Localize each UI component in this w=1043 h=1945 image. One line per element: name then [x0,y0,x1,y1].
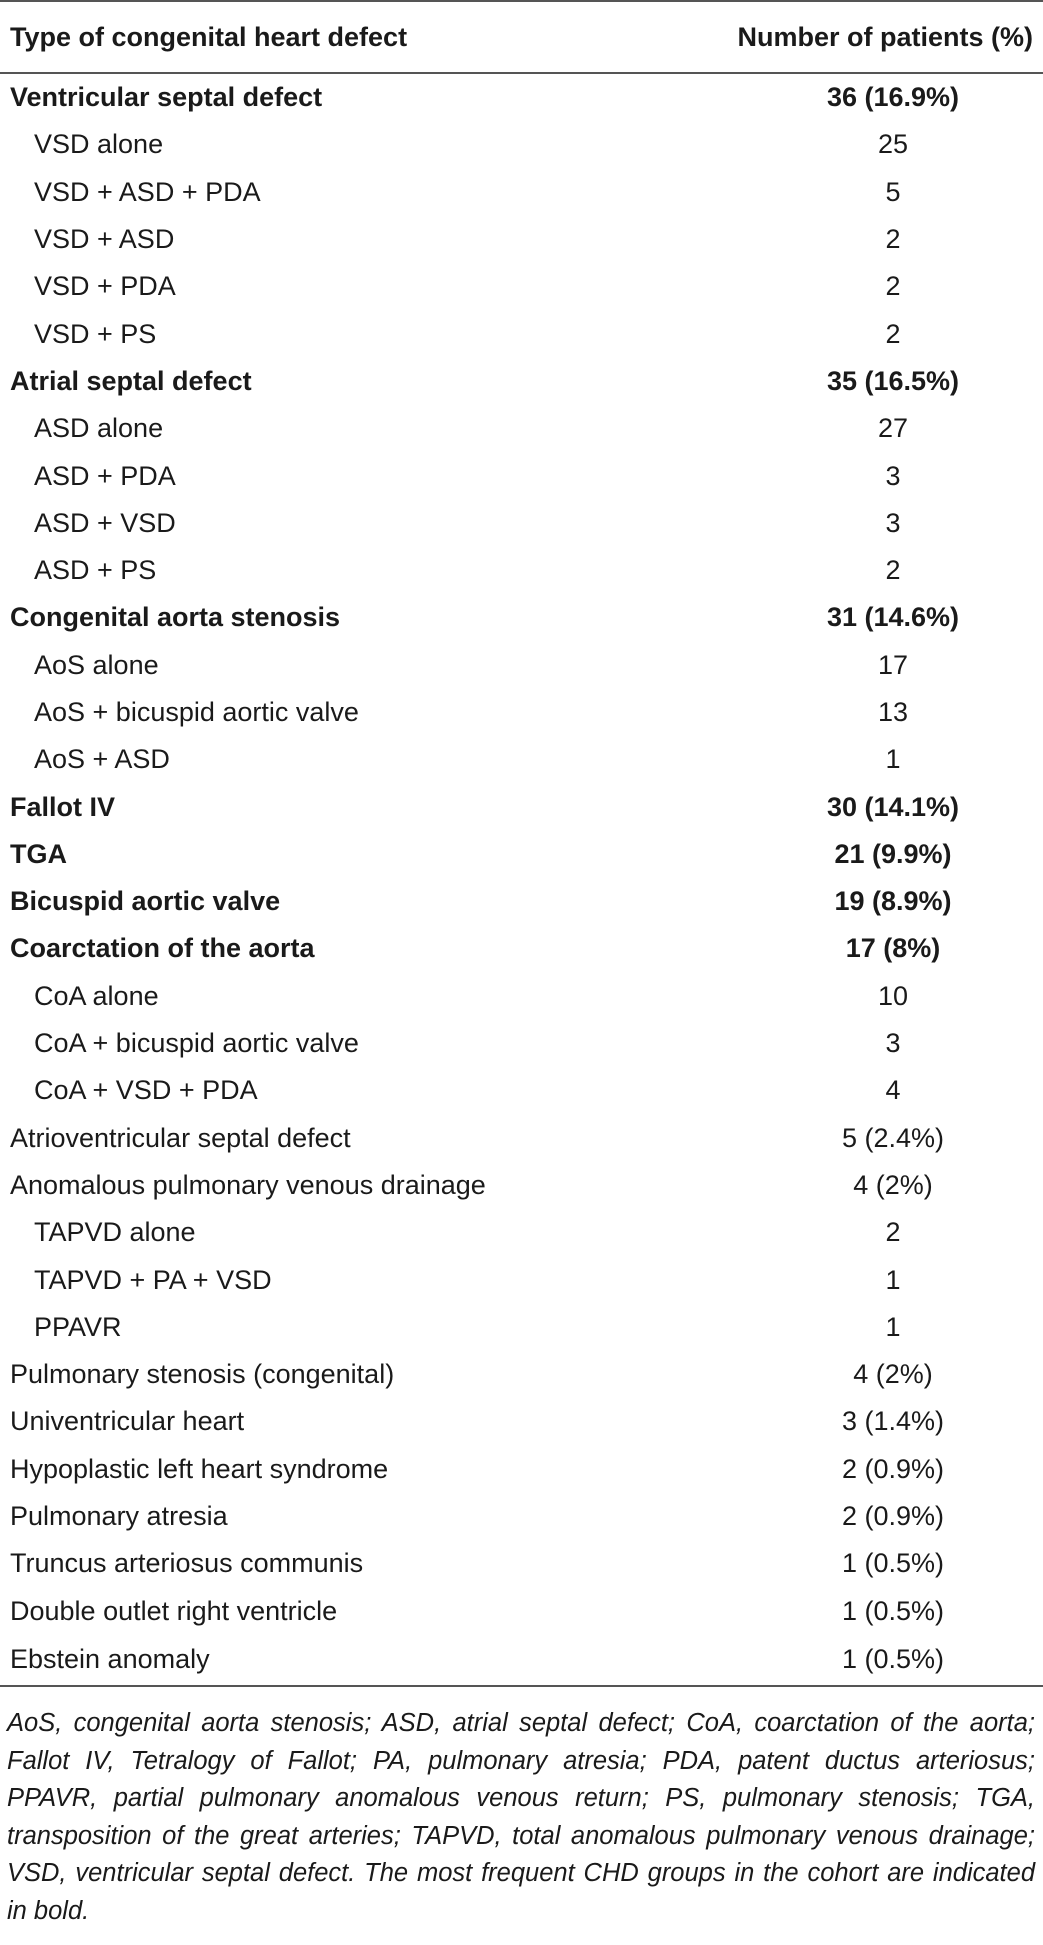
defect-type-cell: TGA [10,838,67,869]
patient-count-cell: 1 (0.5%) [613,1635,1043,1686]
patient-count-cell: 2 (0.9%) [841,1501,945,1532]
defect-type-cell: ASD + VSD [34,507,176,538]
table-row [0,216,1043,263]
table-row [0,1304,1043,1351]
table-row [0,310,1043,357]
patient-count-cell: 2 [885,555,901,586]
patient-count-cell: 13 [877,697,909,727]
patient-count-cell: 3 [885,460,901,491]
table-row [0,1493,1043,1540]
header-row [0,1,1043,73]
defect-type-cell: Double outlet right ventricle [10,1595,338,1626]
patient-count-cell: 21 (9.9%) [834,838,952,869]
defect-type-cell: Ebstein anomaly [0,1635,613,1686]
patient-count-cell: 5 (2.4%) [841,1122,945,1153]
patient-count-cell: 2 (0.9%) [841,1453,945,1484]
patient-count-cell: 17 [877,649,909,680]
patient-count-cell: 1 [885,1264,901,1295]
table-footnote: AoS, congenital aorta stenosis; ASD, atrial septal defect; CoA, coarctation of the aorta; Fallot IV, Tetralogy of Fallot; PA, pulmonary atresia; PDA, patent ductus arteriosus; PPAVR, partial pulmonary anomalous venous return; PS, pulmonary stenosis; TGA, transposition of the great arteries; TAPVD, total anomalous pulmonary venous drainage; VSD, ventricular septal defect. The most frequent CHD groups in the cohort are indicated in bold. [7,1709,1035,1925]
patient-count-cell: 4 (2%) [853,1359,933,1390]
defect-type-cell: VSD + ASD + PDA [34,176,261,207]
table-row [0,169,1043,216]
defect-type-cell: Pulmonary atresia [10,1501,228,1532]
table-row [0,547,1043,594]
patient-count-cell: 1 [885,1311,901,1342]
patient-count-cell: 36 (16.9%) [826,82,960,113]
defect-type-cell: Atrioventricular septal defect [10,1122,351,1153]
defect-type-cell: Fallot IV [10,791,116,822]
patient-count-cell: 25 [877,129,909,160]
defect-type-cell: AoS alone [34,649,159,680]
table-row [0,358,1043,405]
patient-count-cell: 4 [885,1075,901,1106]
table-row [0,689,1043,736]
patient-count-cell: 17 (8%) [845,933,941,964]
patient-count-cell: 19 (8.9%) [834,886,952,917]
table-row [0,783,1043,830]
table-body [0,73,1043,1686]
defect-type-cell: VSD alone [34,129,164,160]
table-row [0,736,1043,783]
table-row [0,1540,1043,1587]
table-row [0,831,1043,878]
table-row [0,1398,1043,1445]
patient-count-cell: 1 (0.5%) [841,1595,945,1626]
patient-count-cell: 27 [877,413,909,444]
defect-type-cell: VSD + ASD [34,224,175,255]
table-row [0,263,1043,310]
defect-type-cell: CoA alone [34,980,159,1011]
patient-count-cell: 3 [885,507,901,538]
table-header [0,1,1043,73]
defect-type-cell: TAPVD alone [34,1217,196,1248]
patient-count-cell: 1 [885,744,901,775]
table-row [0,925,1043,972]
table-row [0,973,1043,1020]
patient-count-cell: 2 [885,271,901,302]
defect-type-cell: VSD + PS [34,318,157,349]
patient-count-cell: 2 [885,318,901,349]
table-row [0,642,1043,689]
table-row [0,1115,1043,1162]
defect-type-cell: Ventricular septal defect [10,82,323,113]
defect-type-cell: Congenital aorta stenosis [10,602,341,633]
patient-count-cell: 2 [885,1217,901,1248]
defect-type-cell: CoA + bicuspid aortic valve [34,1028,359,1059]
defect-type-cell: Anomalous pulmonary venous drainage [10,1169,486,1200]
patient-count-cell: 3 (1.4%) [841,1406,945,1437]
defect-type-cell: ASD + PDA [34,460,176,491]
table-row [0,500,1043,547]
defect-type-cell: Bicuspid aortic valve [10,886,281,917]
defect-type-cell: Atrial septal defect [10,365,252,396]
patient-count-cell: 1 (0.5%) [841,1548,945,1579]
header-patient-count: Number of patients (%) [613,1,1043,73]
defect-type-cell: VSD + PDA [34,271,176,302]
table-row [0,121,1043,168]
patient-count-cell: 10 [877,980,909,1011]
defect-type-cell: Hypoplastic left heart syndrome [10,1453,389,1484]
table-row [0,1588,1043,1635]
defect-type-cell: Pulmonary stenosis (congenital) [10,1359,395,1390]
defect-type-cell: ASD alone [34,413,164,444]
table-row [0,73,1043,121]
patient-count-cell: 4 (2%) [853,1169,933,1200]
table-row [0,1020,1043,1067]
table-row [0,1351,1043,1398]
table-row [0,1162,1043,1209]
table-row [0,878,1043,925]
defect-type-cell: Univentricular heart [10,1406,245,1437]
patient-count-cell: 3 [885,1028,901,1059]
defect-type-cell: ASD + PS [34,555,157,586]
defect-type-cell: Truncus arteriosus communis [10,1548,364,1579]
patient-count-cell: 2 [885,224,901,255]
defect-type-cell: Coarctation of the aorta [10,933,315,964]
patient-count-cell: 31 (14.6%) [826,602,960,633]
table-row [0,594,1043,641]
table-row [0,1067,1043,1114]
defect-type-cell: AoS + bicuspid aortic valve [34,697,359,727]
table-row [0,1446,1043,1493]
defect-type-cell: CoA + VSD + PDA [34,1075,258,1106]
patient-count-cell: 30 (14.1%) [826,791,960,822]
defect-type-cell: TAPVD + PA + VSD [34,1264,272,1295]
table-row [0,405,1043,452]
table-row [0,1635,1043,1686]
header-defect-type: Type of congenital heart defect [0,1,613,73]
patient-count-cell: 35 (16.5%) [826,365,960,396]
patient-count-cell: 5 [885,176,901,207]
defect-type-cell: PPAVR [34,1311,122,1342]
table-row [0,452,1043,499]
table-row [0,1209,1043,1256]
table-row [0,1256,1043,1303]
defect-type-cell: AoS + ASD [34,744,170,775]
